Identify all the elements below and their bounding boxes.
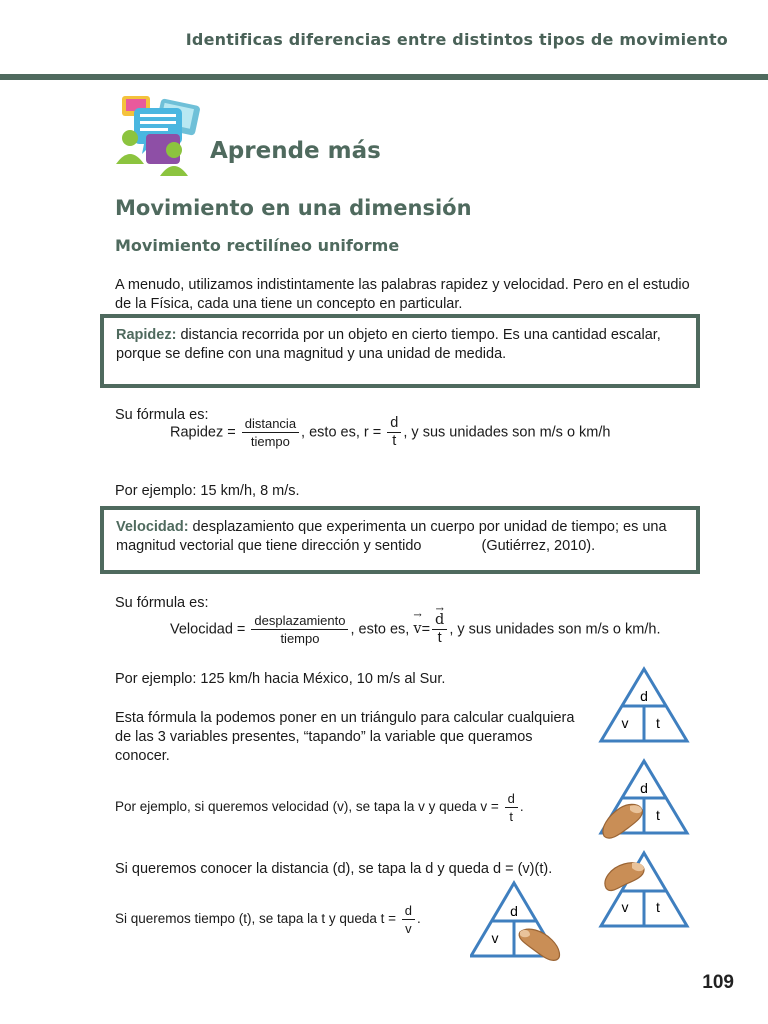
rapidez-definition-box (100, 314, 700, 388)
r-fraction (387, 415, 401, 450)
triangle-explanation: Esta fórmula la podemos poner en un triángulo para calcular cualquiera de las 3 variables presentes, “tapando” la variable que queramos conocer. (115, 710, 575, 764)
example-tiempo-fraction (402, 902, 415, 937)
velocidad-formula-lead: Su fórmula es: (115, 595, 209, 611)
velocidad-citation: (Gutiérrez, 2010). (481, 538, 596, 554)
velocidad-tail: , y sus unidades son m/s o km/h. (449, 621, 661, 638)
example-velocidad-text: Por ejemplo, si queremos velocidad (v), se tapa la v y queda v = (115, 799, 499, 815)
section-label: Aprende más (210, 138, 381, 164)
triangle-label-t: t (656, 715, 660, 731)
equals-sign: = (421, 621, 431, 638)
triangle-label-d: d (640, 780, 648, 796)
rapidez-term: Rapidez: (116, 327, 177, 343)
example-velocidad (115, 790, 524, 825)
example-distancia: Si queremos conocer la distancia (d), se tapa la d y queda d = (v)(t). (115, 861, 553, 877)
rapidez-mid: , esto es, r = (301, 424, 382, 441)
fraction-numerator: d (387, 415, 401, 433)
example-tiempo (115, 902, 421, 937)
rapidez-formula (170, 415, 610, 450)
triangle-label-d: d (640, 688, 648, 704)
fraction-denominator: tiempo (280, 631, 320, 646)
fraction-denominator: tiempo (250, 434, 290, 449)
page-number: 109 (702, 972, 734, 993)
fraction-denominator: t (392, 433, 397, 449)
example-velocidad-end: . (519, 799, 524, 815)
dvt-triangle-full (598, 666, 690, 744)
rapidez-fraction (242, 415, 299, 450)
velocidad-term: Velocidad: (116, 519, 189, 535)
fraction-numerator: desplazamiento (251, 612, 348, 630)
header-rule (0, 74, 768, 80)
rapidez-example: Por ejemplo: 15 km/h, 8 m/s. (115, 483, 300, 499)
fraction-numerator: d (402, 902, 415, 920)
v-fraction (432, 612, 447, 647)
fraction-numerator: → d (432, 612, 447, 630)
dvt-triangle-d-covered (596, 850, 692, 930)
sub-heading: Movimiento rectilíneo uniforme (115, 236, 400, 255)
velocidad-formula (170, 612, 660, 647)
triangle-label-t: t (656, 807, 660, 823)
velocidad-example: Por ejemplo: 125 km/h hacia México, 10 m/s al Sur. (115, 671, 446, 687)
example-velocidad-fraction (505, 790, 518, 825)
velocidad-definition-box (100, 506, 700, 574)
dvt-triangle-t-covered (470, 880, 566, 964)
example-tiempo-text: Si queremos tiempo (t), se tapa la t y queda t = (115, 911, 397, 927)
rapidez-tail: , y sus unidades son m/s o km/h (403, 424, 611, 441)
rapidez-definition: distancia recorrida por un objeto en cierto tiempo. Es una cantidad escalar, porque se define con una magnitud y una unidad de medida. (116, 327, 661, 362)
intro-paragraph: A menudo, utilizamos indistintamente las palabras rapidez y velocidad. Pero en el estudio de la Física, cada una tiene un concepto en particular. (115, 277, 690, 312)
velocidad-definition: desplazamiento que experimenta un cuerpo por unidad de tiempo; es una magnitud vectorial que tiene dirección y sentido (116, 519, 667, 554)
velocidad-lhs: Velocidad = (170, 621, 246, 638)
triangle-label-v: v (621, 715, 629, 731)
fraction-numerator: distancia (242, 415, 299, 433)
main-heading: Movimiento en una dimensión (115, 196, 472, 220)
fraction-denominator: t (437, 630, 442, 646)
fraction-denominator: v (405, 921, 412, 936)
velocity-vector-symbol: → v (413, 621, 421, 637)
rapidez-formula-lead: Su fórmula es: (115, 407, 209, 423)
rapidez-lhs: Rapidez = (170, 424, 236, 441)
triangle-label-t: t (656, 899, 660, 915)
velocidad-mid: , esto es, (350, 621, 410, 638)
example-tiempo-end: . (417, 911, 421, 927)
velocidad-fraction (251, 612, 348, 647)
fraction-numerator: d (505, 790, 518, 808)
learn-more-icon (112, 94, 204, 178)
fraction-denominator: t (509, 809, 514, 824)
running-header: Identificas diferencias entre distintos tipos de movimiento (185, 30, 728, 49)
dvt-triangle-v-covered (598, 758, 694, 842)
triangle-label-v: v (491, 930, 499, 946)
triangle-label-d: d (510, 903, 518, 919)
triangle-label-v: v (621, 899, 629, 915)
